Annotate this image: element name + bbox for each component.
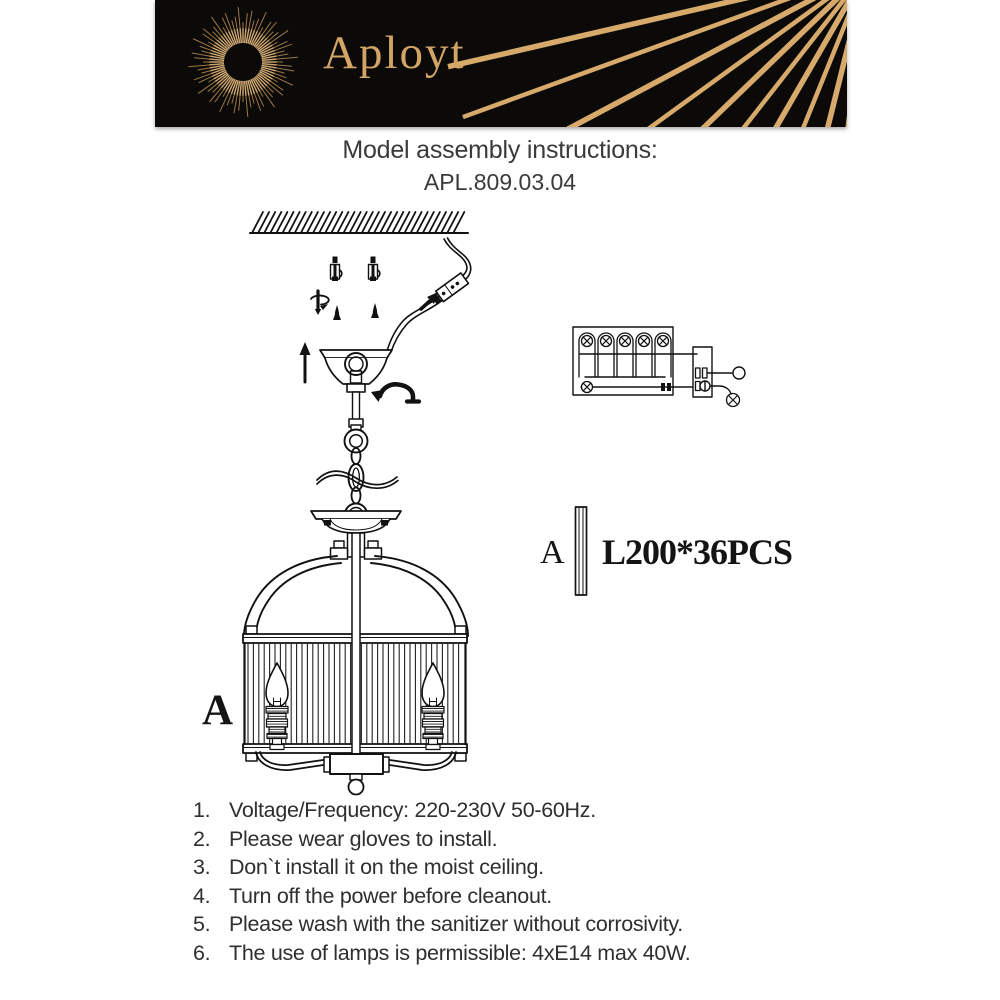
instruction-number: 3. (193, 855, 211, 880)
part-label: A (540, 534, 565, 571)
chandelier-drawing (243, 511, 468, 795)
instruction-text: Please wear gloves to install. (229, 826, 498, 851)
assembly-diagram (150, 200, 860, 810)
instruction-text: Don`t install it on the moist ceiling. (229, 855, 544, 880)
title-block (0, 136, 1000, 196)
instruction-text: Turn off the power before cleanout. (229, 883, 552, 908)
instruction-item (193, 853, 833, 882)
up-arrow-icon (300, 342, 311, 382)
instruction-item (193, 796, 833, 825)
instruction-item (193, 910, 833, 939)
brand-banner (155, 0, 847, 127)
instruction-number: 1. (193, 798, 211, 822)
sunburst-center (226, 45, 261, 80)
instruction-item (193, 825, 833, 854)
brand-logo-text: Aployt (323, 27, 466, 79)
lamp-symbols (579, 333, 671, 377)
instruction-number: 4. (193, 883, 211, 908)
instruction-item (193, 939, 833, 968)
glass-rod-part-icon (576, 507, 587, 595)
page-title: Model assembly instructions: (342, 136, 658, 164)
chandelier-label: A (202, 687, 234, 734)
hook-arrow-icon (371, 384, 419, 402)
power-wire (387, 238, 471, 352)
instruction-number: 2. (193, 826, 211, 851)
model-number: APL.809.03.04 (423, 169, 577, 195)
instruction-text: The use of lamps is permissible: 4xE14 max 40W. (229, 940, 691, 965)
wiring-diagram (573, 327, 745, 407)
instructions-list (193, 796, 833, 968)
canopy-icon (320, 350, 392, 427)
instruction-text: Voltage/Frequency: 220-230V 50-60Hz. (229, 798, 596, 822)
ceiling-hatch-icon (252, 212, 464, 233)
instruction-number: 6. (193, 940, 211, 965)
instruction-item (193, 882, 833, 911)
instruction-number: 5. (193, 912, 211, 937)
wire-connector-icon (430, 273, 468, 306)
instruction-text: Please wash with the sanitizer without corrosivity. (229, 912, 683, 937)
part-spec: L200*36PCS (602, 532, 793, 572)
banner-art (155, 0, 847, 127)
lamp-symbols-extra (582, 382, 740, 407)
corner-rays-icon (448, 0, 847, 127)
screw-rotation-icon (311, 291, 329, 315)
fasteners (331, 257, 380, 321)
